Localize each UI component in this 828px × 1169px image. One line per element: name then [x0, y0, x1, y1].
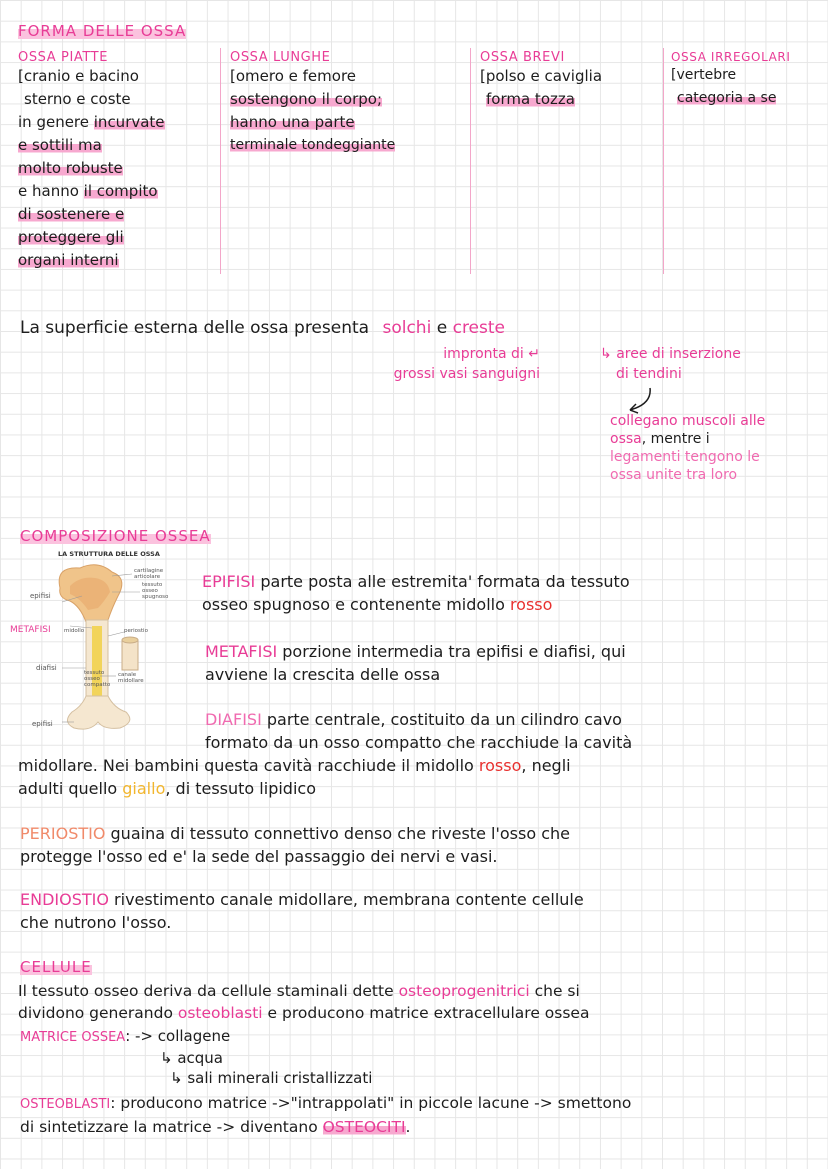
text-line: ↳ acqua	[160, 1049, 224, 1067]
creste-note	[600, 344, 825, 384]
column-heading: OSSA PIATTE	[18, 50, 109, 65]
text-line: [vertebre	[671, 67, 737, 83]
text-line: formato da un osso compatto che racchiude la cavità	[205, 733, 633, 752]
column-ossa-piatte	[18, 50, 218, 272]
text-line: dividono generando osteoblasti e producono matrice extracellulare ossea	[18, 1004, 590, 1022]
text-line: ossa unite tra loro	[610, 467, 738, 483]
text-line: osseo spugnoso e contenente midollo rosso	[202, 595, 553, 614]
term-creste: creste	[452, 318, 505, 338]
figure-label-diafisi: diafisi	[36, 664, 57, 672]
bone-structure-figure	[0, 546, 200, 736]
text-line: adulti quello giallo, di tessuto lipidico	[18, 779, 316, 798]
term-matrice-ossea: MATRICE OSSEA	[20, 1030, 126, 1045]
text-line: e hanno il compito	[18, 182, 158, 200]
figure-label-tessuto: tessuto	[142, 582, 163, 588]
column-ossa-lunghe	[230, 50, 466, 157]
section-title-cellule: CELLULE	[20, 958, 92, 976]
column-divider	[663, 48, 664, 274]
text-line: OSTEOBLASTI: producono matrice ->"intrappolati" in piccole lacune -> smettono	[20, 1094, 632, 1112]
text-line: ↳ sali minerali cristallizzati	[170, 1069, 373, 1087]
figure-label-midollare: midollare	[118, 678, 144, 684]
text-line: ossa, mentre i	[610, 431, 710, 447]
text-line: sterno e coste	[24, 90, 131, 108]
figure-label-tessuto-compatto: tessuto	[84, 670, 105, 676]
text-line: EPIFISI parte posta alle estremita' formata da tessuto	[202, 572, 630, 591]
figure-label-articolare: articolare	[134, 574, 161, 580]
epifisi-definition	[202, 570, 822, 616]
text-line: molto robuste	[18, 159, 123, 177]
matrice-ossea	[20, 1026, 372, 1088]
arrow-icon: ↳	[170, 1069, 188, 1087]
text-line: MATRICE OSSEA: -> collagene	[20, 1027, 231, 1045]
text-line: PERIOSTIO guaina di tessuto connettivo denso che riveste l'osso che	[20, 824, 570, 843]
figure-label-osseo-compatto: osseo	[84, 676, 100, 682]
text-line: collegano muscoli alle	[610, 413, 766, 429]
section-title-composizione: COMPOSIZIONE OSSEA	[20, 527, 211, 545]
text-line: di sostenere e	[18, 205, 125, 223]
tendini-note	[610, 412, 825, 484]
figure-label-spugnoso: spugnoso	[142, 594, 169, 600]
term-osteoblasti-heading: OSTEOBLASTI	[20, 1097, 111, 1112]
column-ossa-brevi	[480, 50, 660, 111]
text-line: categoria a se	[677, 90, 777, 106]
section-title-forma: FORMA DELLE OSSA	[18, 22, 187, 40]
text-line: ↳ aree di inserzione	[600, 346, 741, 362]
term-periostio: PERIOSTIO	[20, 824, 106, 843]
text-line: di tendini	[616, 366, 682, 382]
column-heading: OSSA LUNGHE	[230, 50, 331, 65]
solchi-note	[340, 344, 540, 384]
text-line: midollare. Nei bambini questa cavità racchiude il midollo rosso, negli	[18, 756, 571, 775]
text-line: impronta di ↵	[443, 346, 540, 362]
text-line: [omero e femore	[230, 67, 357, 85]
osteoblasti-text	[20, 1092, 826, 1138]
text-line: sostengono il corpo;	[230, 90, 383, 108]
text-line: organi interni	[18, 251, 119, 269]
arrow-icon: ↵	[528, 346, 540, 362]
figure-label-epifisi-bottom: epifisi	[32, 720, 53, 728]
figure-title: LA STRUTTURA DELLE OSSA	[58, 550, 160, 558]
periostio-definition	[20, 822, 825, 868]
text-line: legamenti tengono le	[610, 449, 760, 465]
arrow-icon: ↳	[160, 1049, 178, 1067]
term-metafisi: METAFISI	[205, 642, 278, 661]
figure-label-metafisi-handwritten: METAFISI	[10, 625, 51, 635]
term-osteociti: OSTEOCITI	[322, 1118, 406, 1136]
text-line: che nutrono l'osso.	[20, 913, 172, 932]
text-line: e sottili ma	[18, 136, 102, 154]
term-diafisi: DIAFISI	[205, 710, 262, 729]
figure-label-periostio: periostio	[124, 628, 148, 634]
figure-label-compatto: compatto	[84, 682, 111, 688]
figure-label-osseo: osseo	[142, 588, 158, 594]
text-line: hanno una parte	[230, 113, 355, 131]
figure-label-midollo: midollo	[64, 628, 85, 634]
figure-label-epifisi-top: epifisi	[30, 592, 51, 600]
text-line: Il tessuto osseo deriva da cellule staminali dette osteoprogenitrici che si	[18, 982, 580, 1000]
figure-label-cartilagine: cartilagine	[134, 568, 164, 574]
term-osteoprogenitrici: osteoprogenitrici	[398, 982, 530, 1000]
text-line: [polso e caviglia	[480, 67, 603, 85]
term-endiostio: ENDIOSTIO	[20, 890, 109, 909]
figure-label-canale: canale	[118, 672, 137, 678]
text-line: proteggere gli	[18, 228, 124, 246]
metafisi-definition	[205, 640, 823, 686]
text-line: di sintetizzare la matrice -> diventano OSTEOCITI.	[20, 1118, 411, 1136]
column-heading: OSSA BREVI	[480, 50, 565, 65]
term-osteoblasti: osteoblasti	[177, 1004, 263, 1022]
text-line: METAFISI porzione intermedia tra epifisi e diafisi, qui	[205, 642, 626, 661]
text-line: DIAFISI parte centrale, costituito da un cilindro cavo	[205, 710, 622, 729]
column-divider	[220, 48, 221, 274]
arrow-icon: ↳	[600, 346, 612, 362]
diafisi-definition-cont	[18, 754, 823, 800]
column-ossa-irregolari	[671, 50, 825, 110]
cellule-text	[18, 980, 826, 1024]
text-line: protegge l'osso ed e' la sede del passaggio dei nervi e vasi.	[20, 847, 498, 866]
bone-illustration	[0, 546, 200, 736]
text-line: terminale tondeggiante	[230, 137, 396, 153]
text-line: avviene la crescita delle ossa	[205, 665, 441, 684]
text-line: grossi vasi sanguigni	[393, 366, 540, 382]
term-epifisi: EPIFISI	[202, 572, 256, 591]
text-line: [cranio e bacino	[18, 67, 139, 85]
endiostio-definition	[20, 888, 825, 934]
text-line: in genere incurvate	[18, 113, 165, 131]
text-line: forma tozza	[486, 90, 575, 108]
column-divider	[470, 48, 471, 274]
superficie-sentence: La superficie esterna delle ossa presenta solchi e creste	[20, 318, 505, 338]
column-heading: OSSA IRREGOLARI	[671, 50, 791, 64]
diafisi-definition	[205, 708, 823, 754]
term-solchi: solchi	[382, 318, 432, 338]
text-line: ENDIOSTIO rivestimento canale midollare, membrana contente cellule	[20, 890, 584, 909]
